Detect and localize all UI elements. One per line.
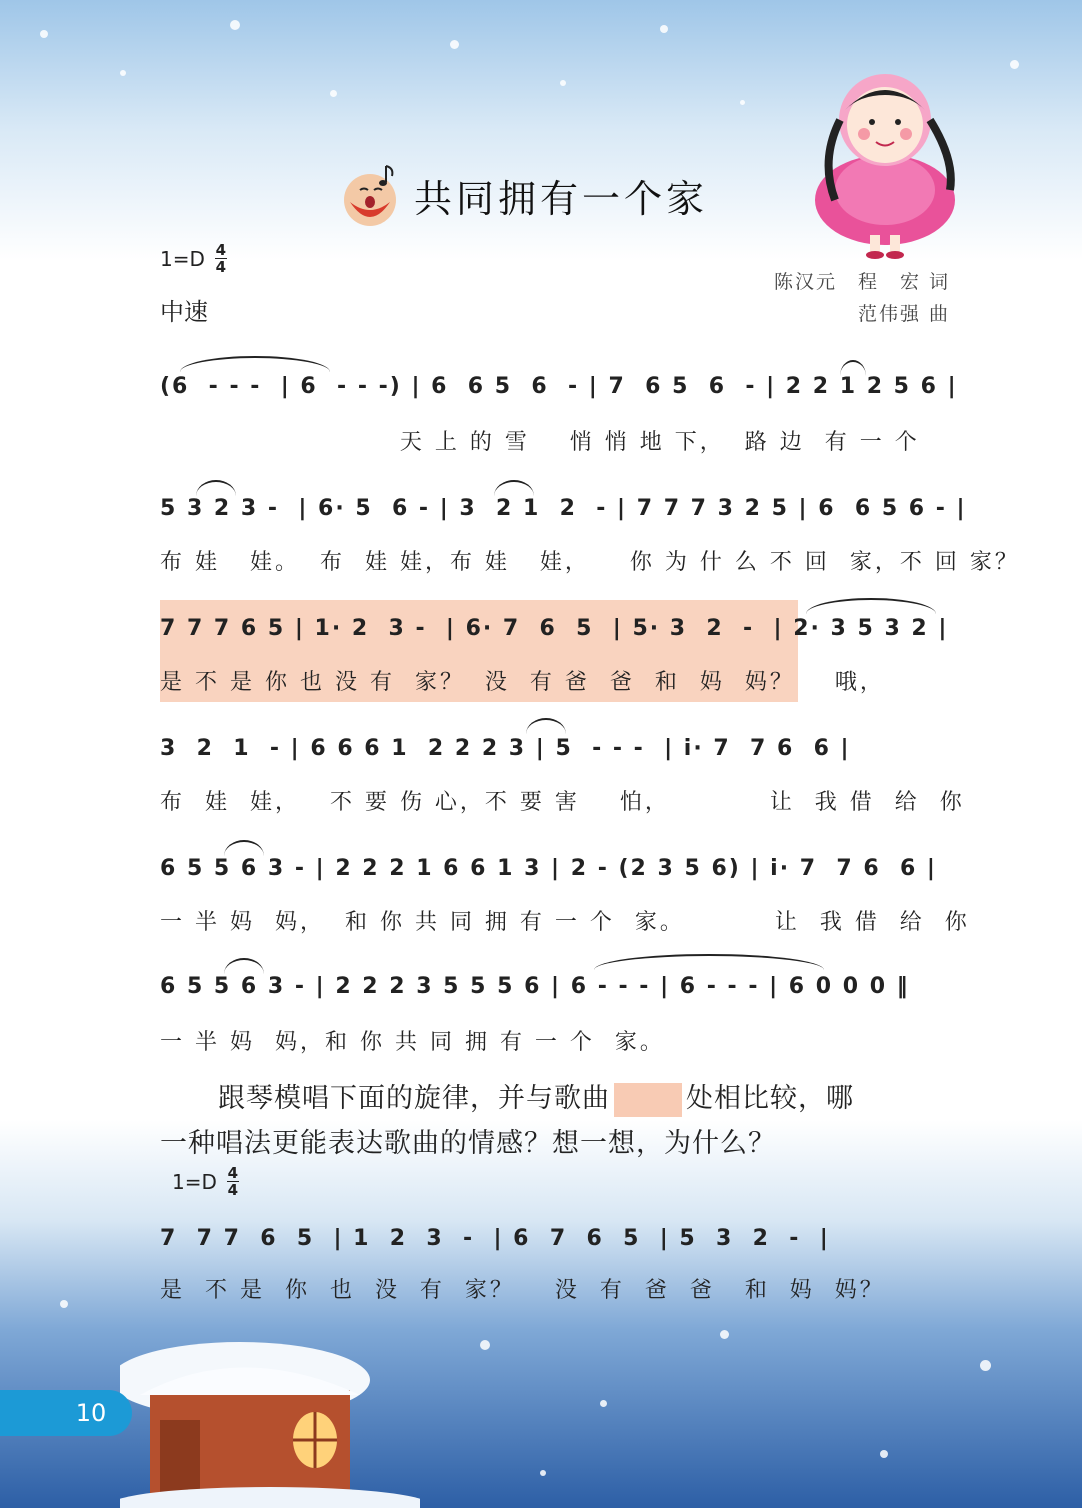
exercise-time-signature [227,1166,239,1197]
key-signature [160,243,227,274]
snow-decoration [40,30,48,38]
snow-decoration [330,90,337,97]
exercise-text-line2: 一种唱法更能表达歌曲的情感？想一想，为什么？ [160,1128,776,1159]
notation-line-5: 6 5 5 6 3 - | 2 2 2 1 6 6 1 3 | 2 - (2 3 5 6) | i· 7 7 6 6 | [160,855,937,881]
snow-decoration [720,1330,729,1339]
snow-decoration [880,1450,888,1458]
key-label: 1=D [160,246,205,271]
time-bottom: 4 [215,258,227,276]
notation-line-3: 7 7 7 6 5 | 1· 2 3 - | 6· 7 6 5 | 5· 3 2 - | 2· 3 5 3 2 | [160,615,949,641]
slur-mark [196,480,236,496]
exercise-key-label: 1=D [172,1169,217,1194]
snow-decoration [600,1400,607,1407]
exercise-notation: 7 7 7 6 5 | 1 2 3 - | 6 7 6 5 | 5 3 2 - | [160,1225,830,1251]
highlight-reference-swatch [614,1083,682,1117]
exercise-time-bottom: 4 [227,1181,239,1199]
composer: 范伟强 曲 [857,303,950,325]
exercise-key-signature [172,1166,239,1197]
lyricist: 陈汉元 程 宏 词 [773,271,950,293]
tempo-marking: 中速 [160,298,208,326]
snow-decoration [480,1340,490,1350]
slur-mark [526,718,566,734]
slur-mark [840,360,866,376]
time-top: 4 [215,241,227,259]
snow-decoration [120,70,126,76]
snow-decoration [450,40,459,49]
song-title: 共同拥有一个家 [414,176,709,221]
credits [774,266,950,330]
lyric-line-4: 布 娃 娃， 不 要 伤 心，不 要 害 怕， 让 我 借 给 你 [160,789,965,815]
slur-mark [594,954,824,970]
song-title-area [340,150,708,240]
slur-mark [224,958,264,974]
time-signature [215,243,227,274]
exercise-instructions [160,1076,960,1166]
lyric-line-5: 一 半 妈 妈， 和 你 共 同 拥 有 一 个 家。 让 我 借 给 你 [160,909,970,935]
notation-line-2: 5 3 2 3 - | 6· 5 6 - | 3 2 1 2 - | 7 7 7 3 2 5 | 6 6 5 6 - | [160,495,967,521]
snow-decoration [230,20,240,30]
page-number: 10 [0,1390,132,1436]
snow-decoration [1010,60,1019,69]
notation-line-1: (6 - - - | 6 - - -) | 6 6 5 6 - | 7 6 5 6 - | 2 2 1 2 5 6 | [160,373,958,399]
notation-line-4: 3 2 1 - | 6 6 6 1 2 2 2 3 | 5 - - - | i· 7 7 6 6 | [160,735,851,761]
lyric-line-6: 一 半 妈 妈，和 你 共 同 拥 有 一 个 家。 [160,1029,665,1055]
snow-decoration [60,1300,68,1308]
snow-decoration [740,100,745,105]
exercise-text-after: 处相比较，哪 [686,1083,854,1114]
lyric-line-2: 布 娃 娃。 布 娃 娃，布 娃 娃， 你 为 什 么 不 回 家，不 回 家？ [160,549,1020,575]
slur-mark [180,356,330,372]
snow-decoration [660,25,668,33]
snow-decoration [980,1360,991,1371]
snow-decoration [560,80,566,86]
slur-mark [806,598,936,614]
lyric-line-1: 天 上 的 雪 悄 悄 地 下， 路 边 有 一 个 [160,429,920,455]
lyric-line-3: 是 不 是 你 也 没 有 家？ 没 有 爸 爸 和 妈 妈？ 哦， [160,669,885,695]
doll-illustration [790,50,980,260]
notation-line-6: 6 5 5 6 3 - | 2 2 2 3 5 5 5 6 | 6 - - - | 6 - - - | 6 0 0 0 ‖ [160,973,910,999]
exercise-time-top: 4 [227,1164,239,1182]
slur-mark [224,840,264,856]
singing-mascot-icon [340,152,404,238]
exercise-text-before: 跟琴模唱下面的旋律，并与歌曲 [218,1083,610,1114]
exercise-lyrics: 是 不 是 你 也 没 有 家？ 没 有 爸 爸 和 妈 妈？ [160,1277,885,1303]
slur-mark [494,480,534,496]
snow-decoration [540,1470,546,1476]
snowy-house-illustration [120,1340,420,1508]
